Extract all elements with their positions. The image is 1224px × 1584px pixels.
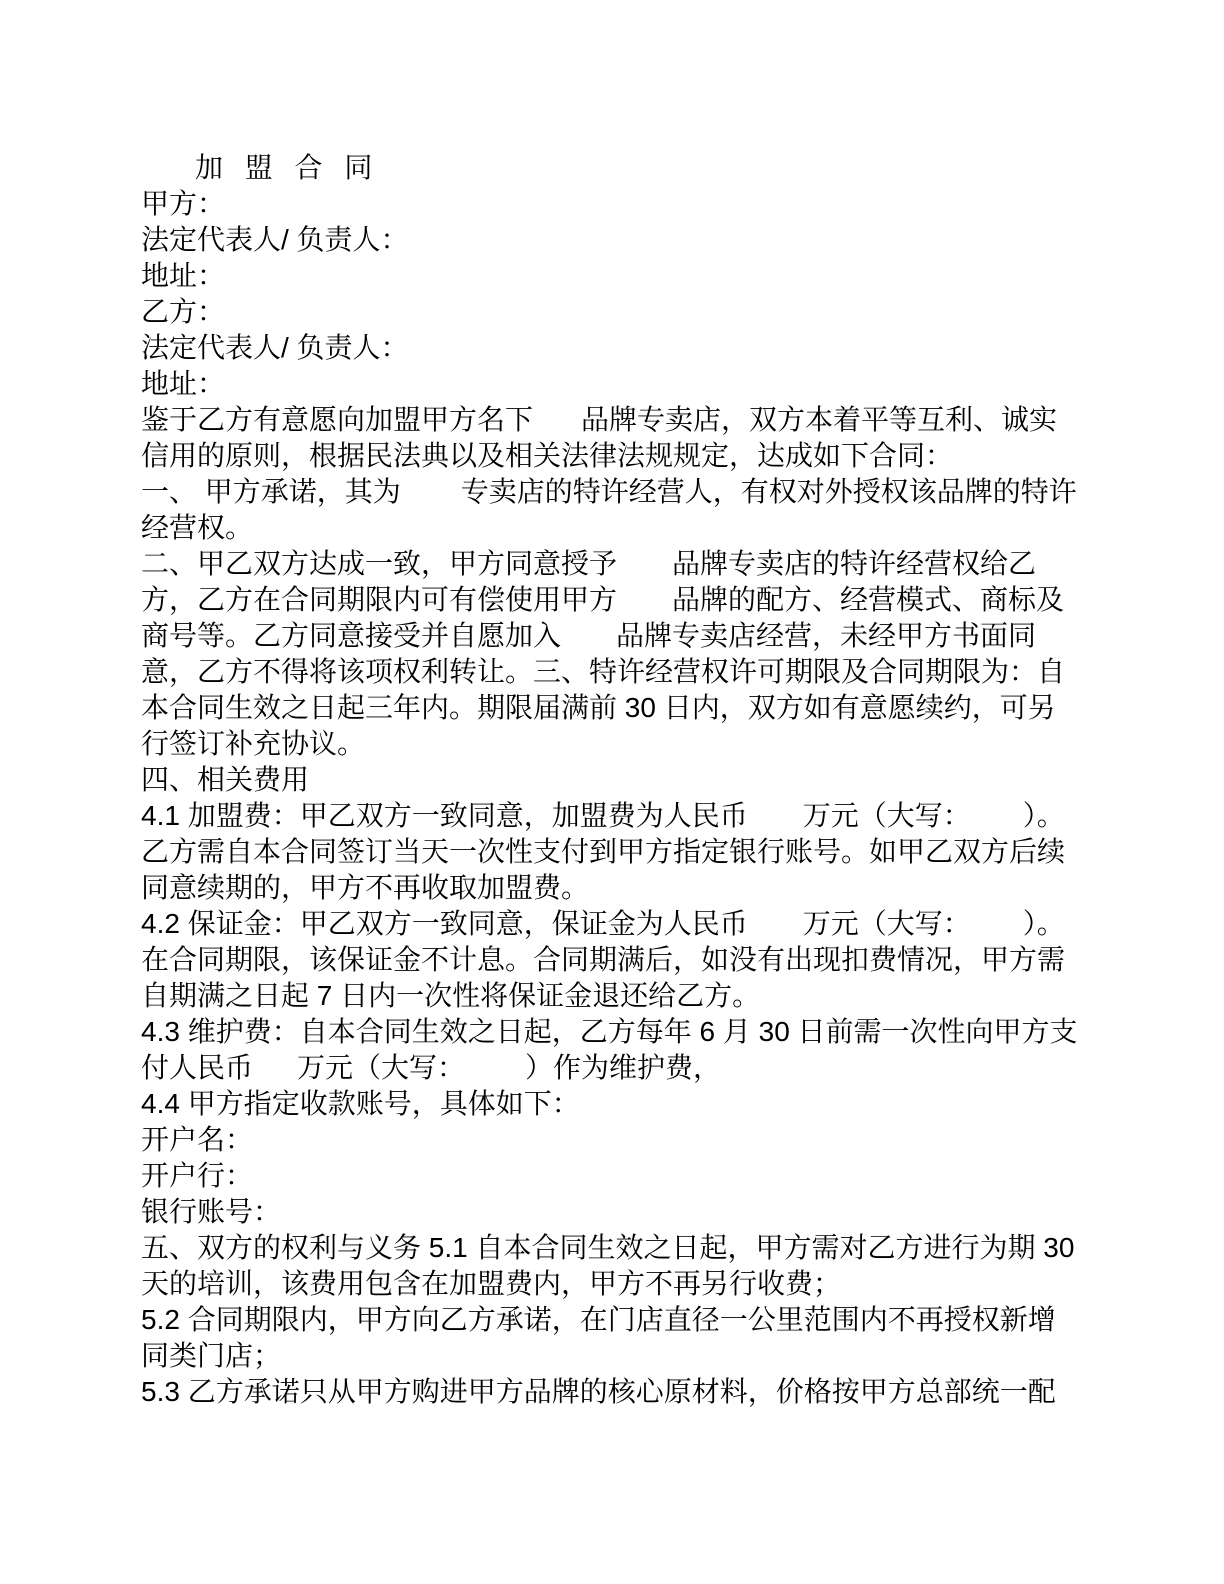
document-title: 加 盟 合 同 [195,152,380,183]
clause-4-4-heading: 4.4 甲方指定收款账号，具体如下： [141,1088,580,1119]
fill-in-blank[interactable] [617,582,672,618]
clause-4-2-segment-1: 4.2 保证金：甲乙双方一致同意，保证金为人民币 [141,908,748,939]
clause-one-paragraph [141,474,1078,546]
fill-in-blank[interactable] [253,1050,297,1086]
clause-one-segment-1: 一、 甲方承诺，其为 [141,476,401,507]
section-four-heading: 四、相关费用 [141,764,310,795]
clause-4-2-paragraph [141,906,1078,1014]
clause-two-segment-4: 品牌专卖店经营，未经甲方书面同意，乙方不得将该项权利转让。三、特许经营权许可期限及合同期限为：自本合同生效之日起三年内。期限届满前 30 日内，双方如有意愿续约，可另行签订补充协议。 [141,620,1066,759]
clause-4-2-segment-2: 万元（大写： [802,908,971,939]
bank-branch-field: 开户行： [141,1160,254,1191]
clause-two-segment-2: 品牌专卖店的特许经营权给乙方，乙方在合同期限内可有偿使用甲方 [141,548,1037,615]
clause-two-segment-3: 品牌的配方、经营模式、商标及商号等。乙方同意接受并自愿加入 [141,584,1065,651]
clause-5-2-paragraph: 5.2 合同期限内，甲方向乙方承诺，在门店直径一公里范围内不再授权新增同类门店； [141,1304,1056,1371]
clause-5-1-paragraph: 五、双方的权利与义务 5.1 自本合同生效之日起，甲方需对乙方进行为期 30 天的培训，该费用包含在加盟费内，甲方不再另行收费； [141,1232,1075,1299]
clause-4-2-segment-3: ）。在合同期限，该保证金不计息。合同期满后，如没有出现扣费情况，甲方需自期满之日起 7 日内一次性将保证金退还给乙方。 [141,908,1066,1011]
clause-4-3-paragraph [141,1014,1078,1086]
preamble-segment-2: 品牌专卖店，双方本着平等互利、诚实信用的原则，根据民法典以及相关法律法规规定，达成如下合同： [141,404,1058,471]
preamble-segment-1: 鉴于乙方有意愿向加盟甲方名下 [141,404,534,435]
fill-in-blank[interactable] [533,402,581,438]
clause-4-1-paragraph [141,798,1078,906]
fill-in-blank[interactable] [465,1050,525,1086]
fill-in-blank[interactable] [971,798,1023,834]
fill-in-blank[interactable] [971,906,1023,942]
party-line-jiafang: 甲方： [141,188,226,219]
party-line-jiafang-legal-rep: 法定代表人/ 负责人： [141,224,409,255]
party-line-yifang-legal-rep: 法定代表人/ 负责人： [141,332,409,363]
clause-4-3-segment-3: ）作为维护费， [525,1052,722,1083]
clause-4-1-segment-2: 万元（大写： [802,800,971,831]
clause-one-segment-2: 专卖店的特许经营人，有权对外授权该品牌的特许经营权。 [141,476,1077,543]
bank-account-name-field: 开户名： [141,1124,254,1155]
fill-in-blank[interactable] [748,798,803,834]
clause-4-3-segment-2: 万元（大写： [297,1052,466,1083]
clause-two-paragraph [141,546,1078,762]
clause-4-1-segment-3: ）。乙方需自本合同签订当天一次性支付到甲方指定银行账号。如甲乙双方后续同意续期的，甲方不再收取加盟费。 [141,800,1066,903]
party-line-yifang: 乙方： [141,296,226,327]
party-line-yifang-address: 地址： [141,368,226,399]
fill-in-blank[interactable] [617,546,672,582]
fill-in-blank[interactable] [748,906,803,942]
clause-4-3-segment-1: 4.3 维护费：自本合同生效之日起，乙方每年 6 月 30 日前需一次性向甲方支付人民币 [141,1016,1078,1083]
clause-two-segment-1: 二、甲乙双方达成一致，甲方同意授予 [141,548,618,579]
bank-account-number-field: 银行账号： [141,1196,282,1227]
fill-in-blank[interactable] [401,474,461,510]
preamble-paragraph [141,402,1078,474]
party-line-jiafang-address: 地址： [141,260,226,291]
fill-in-blank[interactable] [561,618,616,654]
clause-4-1-segment-1: 4.1 加盟费：甲乙双方一致同意，加盟费为人民币 [141,800,748,831]
clause-5-3-paragraph: 5.3 乙方承诺只从甲方购进甲方品牌的核心原材料，价格按甲方总部统一配 [141,1376,1056,1407]
